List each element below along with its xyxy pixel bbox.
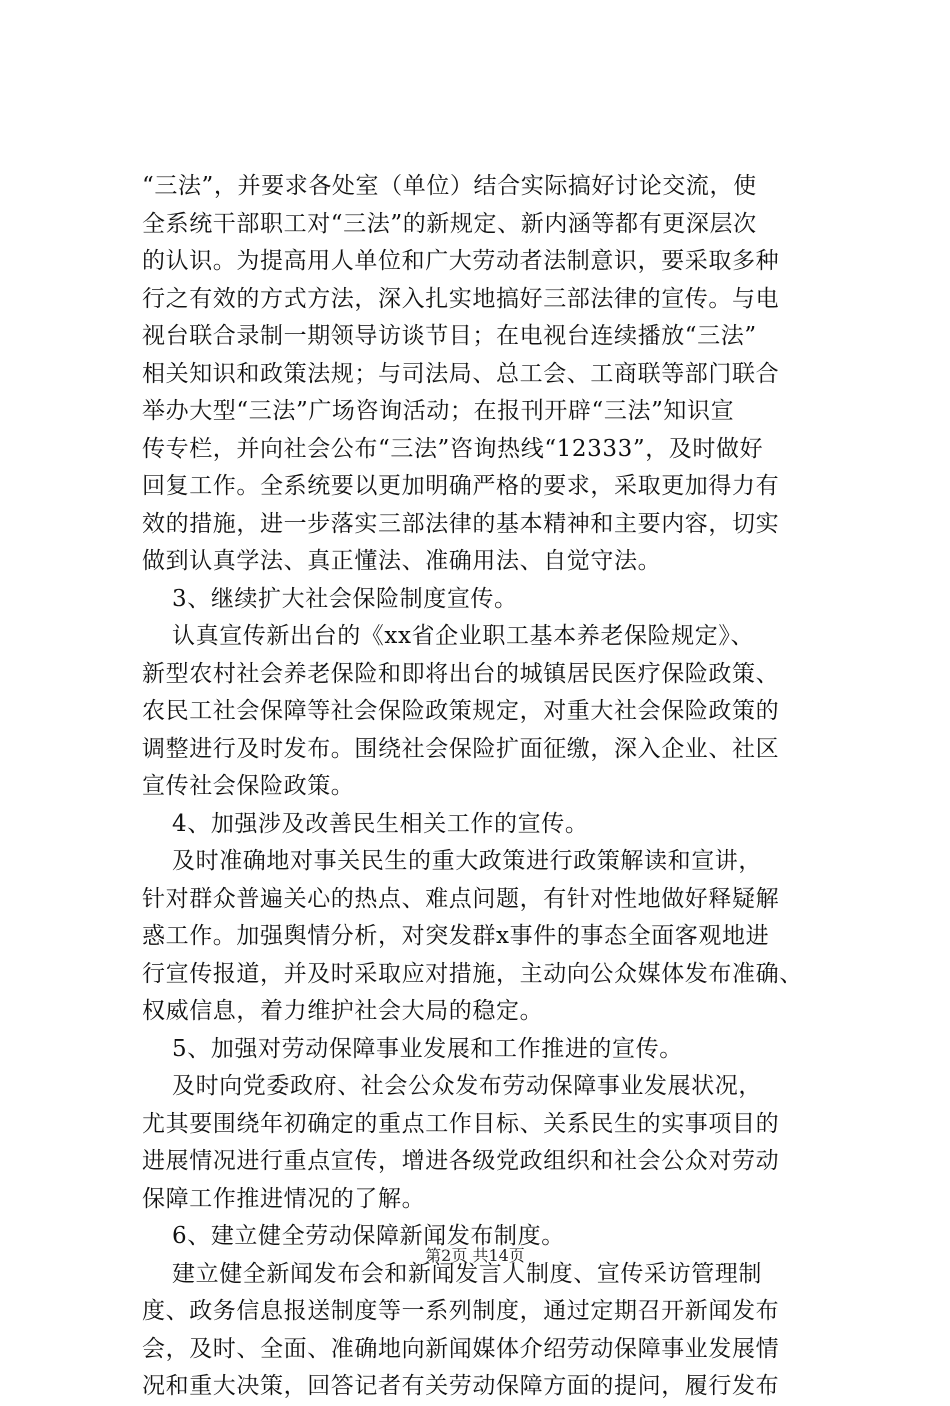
text-line: 行之有效的方式方法，深入扎实地搞好三部法律的宣传。与电 <box>142 285 780 312</box>
text-line: 回复工作。全系统要以更加明确严格的要求，采取更加得力有 <box>142 473 780 499</box>
text-line: 进展情况进行重点宣传，增进各级党政组织和社会公众对劳动 <box>142 1148 780 1174</box>
text-line: 调整进行及时发布。围绕社会保险扩面征缴，深入企业、社区 <box>142 735 780 762</box>
text-line: 相关知识和政策法规；与司法局、总工会、工商联等部门联合 <box>142 360 780 387</box>
body-text <box>142 168 842 1406</box>
text-line: 会，及时、全面、准确地向新闻媒体介绍劳动保障事业发展情 <box>142 1335 780 1362</box>
text-line: 保障工作推进情况的了解。 <box>142 1185 426 1212</box>
paragraph-first-line: 认真宣传新出台的《xx省企业职工基本养老保险规定》、 <box>172 623 755 649</box>
section-heading: 4、加强涉及改善民生相关工作的宣传。 <box>172 810 589 837</box>
text-line: 视台联合录制一期领导访谈节目；在电视台连续播放“三法” <box>142 323 757 349</box>
section-heading: 5、加强对劳动保障事业发展和工作推进的宣传。 <box>172 1035 683 1062</box>
text-line: 的认识。为提高用人单位和广大劳动者法制意识，要采取多种 <box>142 248 780 274</box>
text-line: 传专栏，并向社会公布“三法”咨询热线“12333”，及时做好 <box>142 435 764 462</box>
text-line: 况和重大决策，回答记者有关劳动保障方面的提问，履行发布 <box>142 1373 780 1399</box>
text-line: “三法”，并要求各处室（单位）结合实际搞好讨论交流，使 <box>142 173 757 199</box>
text-line: 惑工作。加强舆情分析，对突发群x事件的事态全面客观地进 <box>142 923 770 949</box>
page-footer <box>0 1244 950 1268</box>
page-number-label: 第2页 共14页 <box>425 1246 525 1265</box>
section-heading: 3、继续扩大社会保险制度宣传。 <box>172 585 518 612</box>
paragraph-first-line: 及时向党委政府、社会公众发布劳动保障事业发展状况， <box>172 1073 762 1099</box>
paragraph-first-line: 及时准确地对事关民生的重大政策进行政策解读和宣讲， <box>172 848 762 874</box>
text-line: 尤其要围绕年初确定的重点工作目标、关系民生的实事项目的 <box>142 1110 780 1137</box>
text-line: 做到认真学法、真正懂法、准确用法、自觉守法。 <box>142 548 662 574</box>
text-line: 权威信息，着力维护社会大局的稳定。 <box>142 998 544 1024</box>
text-line: 针对群众普遍关心的热点、难点问题，有针对性地做好释疑解 <box>142 885 780 912</box>
text-line: 行宣传报道，并及时采取应对措施，主动向公众媒体发布准确、 <box>142 960 803 987</box>
text-line: 全系统干部职工对“三法”的新规定、新内涵等都有更深层次 <box>142 210 757 237</box>
section-heading: 6、建立健全劳动保障新闻发布制度。 <box>172 1223 565 1249</box>
text-line: 效的措施，进一步落实三部法律的基本精神和主要内容，切实 <box>142 510 780 537</box>
text-line: 度、政务信息报送制度等一系列制度，通过定期召开新闻发布 <box>142 1298 780 1324</box>
text-line: 举办大型“三法”广场咨询活动；在报刊开辟“三法”知识宣 <box>142 398 735 424</box>
paragraph-first-line: 建立健全新闻发布会和新闻发言人制度、宣传采访管理制 <box>172 1260 762 1287</box>
text-line: 新型农村社会养老保险和即将出台的城镇居民医疗保险政策、 <box>142 660 780 687</box>
text-line: 宣传社会保险政策。 <box>142 773 355 799</box>
text-line: 农民工社会保障等社会保险政策规定，对重大社会保险政策的 <box>142 698 780 724</box>
